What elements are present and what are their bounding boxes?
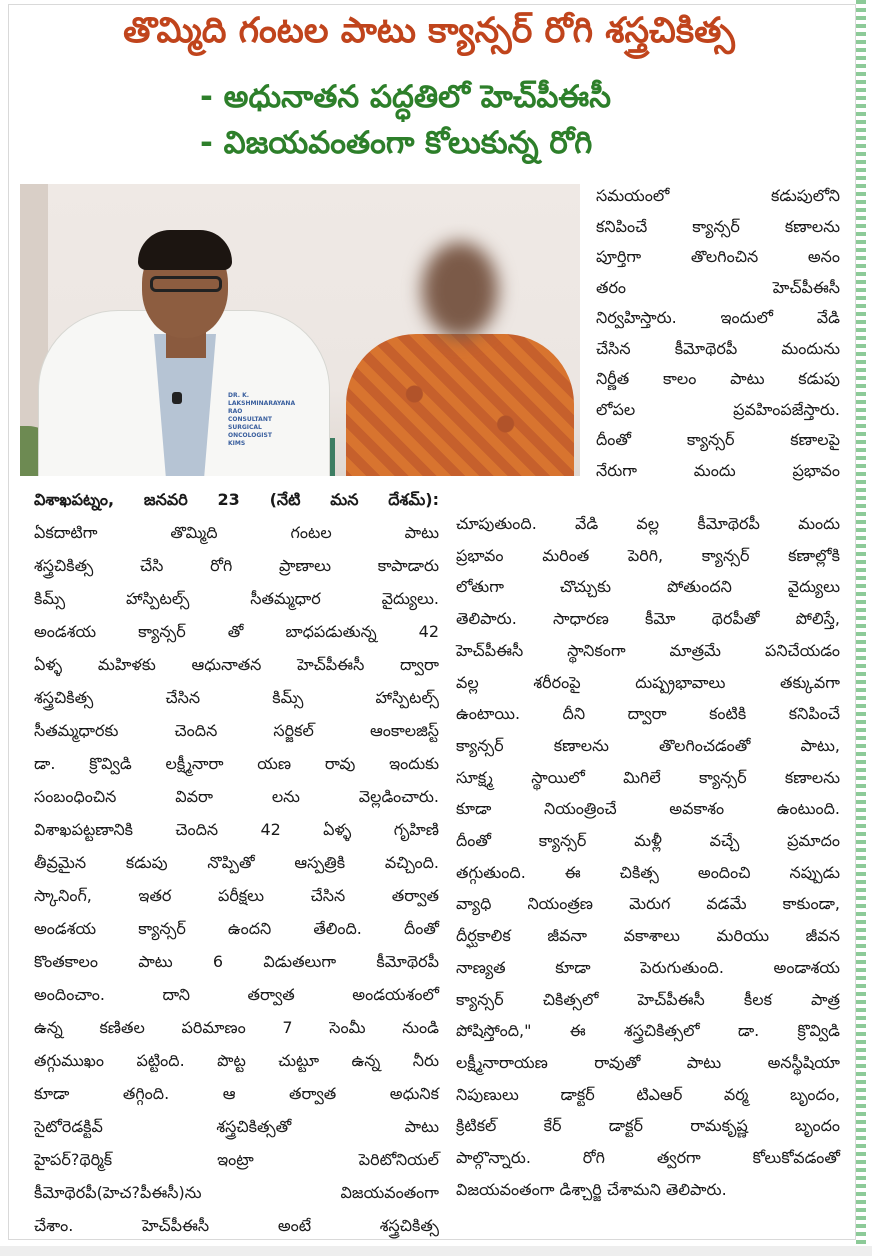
- coat-name-badge: DR. K. LAKSHMINARAYANA RAO CONSULTANT SURGICAL ONCOLOGIST KIMS: [228, 392, 296, 447]
- article-text-line: నిర్వహిస్తారు. ఇందులో వేడి: [596, 308, 840, 327]
- article-text-line: కొంతకాలం పాటు 6 విడుతలుగా కీమోథెరపీ: [34, 952, 439, 971]
- article-text-line: అందించాం. దాని తర్వాత అండయశంలో: [34, 985, 439, 1004]
- article-text-line: డా. క్రొవ్విడి లక్ష్మీనారా యణ రావు ఇందుకు: [34, 754, 439, 773]
- article-text-line: ఉన్న కణితల పరిమాణం 7 సెంమీ నుండి: [34, 1018, 439, 1037]
- article-text-line: ప్రభావం మరింత పెరిగి, క్యాన్సర్ కణాల్లోకి: [456, 545, 840, 565]
- article-text-line: తగ్గుతుంది. ఈ చికిత్స అందించి నప్పుడు: [456, 862, 840, 882]
- article-text-line: లోపల ప్రవహింపజేస్తారు.: [596, 399, 840, 419]
- article-text-line: తరం హెచ్‌పీఈసీ: [596, 277, 840, 297]
- article-text-line: ఏకదాటిగా తొమ్మిది గంటల పాటు: [34, 523, 439, 542]
- article-text-line: క్రిటికల్ కేర్ డాక్టర్ రామకృష్ణ బృందం: [456, 1116, 840, 1136]
- article-text-line: అండశయ క్యాన్సర్ ఉందని తేలింది. దీంతో: [34, 919, 439, 938]
- article-photo: [20, 184, 580, 476]
- article-text-line: క్యాన్సర్ కణాలను తొలగించడంతో పాటు,: [456, 735, 840, 755]
- article-text-line: కనిపించే క్యాన్సర్ కణాలను: [596, 216, 840, 236]
- article-text-line: హైపర్?థెర్మిక్ ఇంట్రా పెరిటోనియల్: [34, 1150, 439, 1169]
- article-text-line: విజయవంతంగా డిశ్చార్జి చేశామని తెలిపారు.: [456, 1179, 727, 1199]
- article-text-line: పాల్గొన్నారు. రోగి త్వరగా కోలుకోవడంతో: [456, 1148, 840, 1167]
- article-text-line: నిర్ణీత కాలం పాటు కడుపు: [596, 369, 840, 388]
- article-text-line: తగ్గుముఖం పట్టింది. పొట్ట చుట్టూ ఉన్న నీరు: [34, 1051, 439, 1070]
- article-text-line: సూక్ష్మ స్థాయిలో మిగిలే క్యాన్సర్ కణాలను: [456, 767, 840, 787]
- article-text-line: అండశయ క్యాన్సర్ తో బాధపడుతున్న 42: [34, 622, 439, 641]
- article-text-line: చూపుతుంది. వేడి వల్ల కీమోథెరపీ మందు: [456, 514, 840, 533]
- article-text-line: సమయంలో కడుపులోని: [596, 186, 840, 205]
- decorative-side-border: [856, 0, 866, 1244]
- article-text-line: శస్త్రచికిత్స చేసి రోగి ప్రాణాలు కాపాడారు: [34, 556, 439, 575]
- article-text-line: క్యాన్సర్ చికిత్సలో హెచ్‌పీఈసీ కీలక పాత్ర: [456, 989, 840, 1009]
- article-text-line: విశాఖపట్టణానికి చెందిన 42 ఏళ్ళ గృహిణి: [34, 820, 439, 839]
- article-headline: తొమ్మిది గంటల పాటు క్యాన్సర్ రోగి శస్త్రచికిత్స: [123, 11, 735, 51]
- article-text-line: వల్ల శరీరంపై దుష్ప్రభావాలు తక్కువగా: [456, 672, 840, 692]
- article-text-line: లోతుగా చొచ్చుకు పోతుందని వైద్యులు: [456, 577, 840, 597]
- doctor-glasses: [150, 276, 222, 292]
- article-text-line: సంబంధించిన వివరా లను వెల్లడించారు.: [34, 787, 439, 806]
- article-text-line: పూర్తిగా తొలగించిన అనం: [596, 247, 840, 266]
- article-text-line: కూడా నియంత్రించే అవకాశం ఉంటుంది.: [456, 799, 840, 819]
- article-text-line: దీంతో క్యాన్సర్ మళ్లీ వచ్చే ప్రమాదం: [456, 831, 840, 850]
- article-text-line: దీర్ఘకాలిక జీవనా వకాశాలు మరియు జీవన: [456, 926, 840, 946]
- article-text-line: సైటోరెడక్టివ్ శస్త్రచికిత్సతో పాటు: [34, 1117, 439, 1136]
- article-text-line: కీమోథెరపీ(హెచ?పీఈసీ)ను విజయవంతంగా: [34, 1183, 439, 1202]
- article-text-line: వ్యాధి నియంత్రణ మెరుగ వడమే కాకుండా,: [456, 894, 840, 914]
- article-dateline: విశాఖపట్నం, జనవరి 23 (నేటి మన దేశమ్):: [34, 490, 439, 509]
- article-text-line: తీవ్రమైన కడుపు నొప్పితో ఆస్పత్రికి వచ్చింది.: [34, 853, 439, 872]
- article-text-line: ఉంటాయి. దీని ద్వారా కంటికి కనిపించే: [456, 704, 840, 724]
- article-text-line: కూడా తగ్గింది. ఆ తర్వాత అధునిక: [34, 1084, 439, 1103]
- article-text-line: ఏళ్ళ మహిళకు ఆధునాతన హెచ్‌పీఈసీ ద్వారా: [34, 655, 439, 674]
- patient-saree: [346, 334, 574, 476]
- article-text-line: తెలిపారు. సాధారణ కీమో థెరపీతో పోలిస్తే,: [456, 609, 840, 629]
- article-text-line: నేరుగా మందు ప్రభావం: [596, 460, 840, 480]
- article-text-line: దీంతో క్యాన్సర్ కణాలపై: [596, 430, 840, 449]
- article-subhead-2: - విజయవంతంగా కోలుకున్న రోగి: [200, 124, 593, 161]
- photo-patient: [338, 234, 578, 476]
- article-text-line: కిమ్స్ హాస్పిటల్స్ సీతమ్మధార వైద్యులు.: [34, 589, 439, 608]
- article-text-line: నాణ్యత కూడా పెరుగుతుంది. అండాశయ: [456, 957, 840, 977]
- doctor-hair: [138, 230, 232, 270]
- article-text-line: నిపుణులు డాక్టర్ టిఎఆర్ వర్మ బృందం,: [456, 1084, 840, 1104]
- article-subhead-1: - అధునాతన పద్ధతిలో హెచ్‌పీఈసీ: [200, 78, 612, 115]
- page-bottom-strip: [0, 1246, 872, 1256]
- patient-blurred-face: [422, 242, 498, 338]
- article-text-line: స్కానింగ్, ఇతర పరీక్షలు చేసిన తర్వాత: [34, 886, 439, 905]
- article-text-line: లక్ష్మీనారాయణ రావుతో పాటు అనస్థీషియా: [456, 1052, 840, 1072]
- article-text-line: చేసిన కీమోథెరపీ మందును: [596, 338, 840, 358]
- article-text-line: సీతమ్మధారకు చెందిన సర్జికల్ ఆంకాలజిస్ట్: [34, 721, 439, 740]
- article-text-line: హెచ్‌పీఈసీ స్థానికంగా మాత్రమే పనిచేయడం: [456, 640, 840, 660]
- photo-doctor: [38, 224, 338, 476]
- article-text-line: చేశాం. హెచ్‌పీఈసీ అంటే శస్త్రచికిత్స: [34, 1216, 439, 1235]
- article-text-line: పోషిస్తోంది," ఈ శస్త్రచికిత్సలో డా. క్రొవ్విడి: [456, 1021, 840, 1041]
- article-text-line: శస్త్రచికిత్స చేసిన కిమ్స్ హాస్పిటల్స్: [34, 688, 439, 707]
- lapel-mic: [172, 392, 182, 404]
